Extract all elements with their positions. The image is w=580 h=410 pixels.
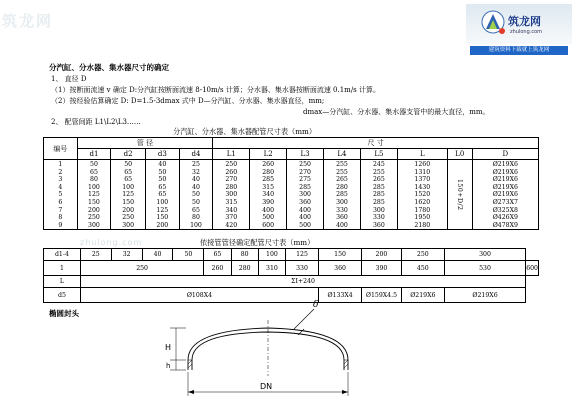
table1-col-d: D <box>472 149 538 160</box>
section-2-title: 2、 配管间距 L1\L2\L3…… <box>51 118 141 126</box>
table1-col-l2: L2 <box>250 149 287 160</box>
table2-r2-c9: 530 <box>444 261 525 276</box>
table1-cell-l4: 255 255 265 280 285 300 330 360 400 <box>324 160 361 230</box>
table1-header-pipe: 管 径 <box>77 138 213 149</box>
table2-r2-c1: 250 <box>80 261 203 276</box>
table1-col-l0: L0 <box>447 149 472 160</box>
table2-r2-c8: 450 <box>401 261 444 276</box>
section-1-line-3: dmax—分汽缸、分水器、集水器支管中的最大直径，mm。 <box>303 108 490 116</box>
table2-r1-c4: 50 <box>173 249 204 261</box>
table1-header-size: 尺 寸 <box>213 138 539 149</box>
table1-header-no: 编号 <box>44 138 78 160</box>
table1-cell-d2: 50 65 65 100 125 150 200 250 300 <box>111 160 146 230</box>
delta-label: δ <box>313 300 319 310</box>
table1-col-d3: d3 <box>146 149 180 160</box>
table2-r4-c5: Ø219X6 <box>444 288 525 303</box>
table2-r2-c10: 600 <box>526 261 539 276</box>
table2-caption: 依接管管径确定配管尺寸表（mm） <box>200 238 315 247</box>
section-heading: 分汽缸、分水器、集水器尺寸的确定 <box>49 63 169 72</box>
section-1-line-2: （2）按经验估算确定 D: D=1.5-3dmax 式中 D—分汽缸、分水器、集水器直径，mm; <box>51 97 325 105</box>
table1-col-l3: L3 <box>287 149 324 160</box>
height-label: H <box>165 343 172 352</box>
table2-r4-c3: Ø159X4.5 <box>362 288 402 303</box>
site-logo <box>466 4 572 56</box>
table1-cell-d: Ø219X6 Ø219X6 Ø219X6 Ø219X6 Ø219X6 Ø273X7 Ø325X8 Ø426X9 Ø478X9 <box>472 160 538 230</box>
table2-r1-c1: 25 <box>80 249 111 261</box>
table2-r3-c1: ΣI+240 <box>80 276 525 288</box>
table1-col-d1: d1 <box>77 149 111 160</box>
table2-r2-label: 1 <box>44 261 81 276</box>
section-3-title: 椭圆封头 <box>49 309 79 318</box>
table2-r4-c2: Ø133X4 <box>319 288 362 303</box>
logo-name: 筑龙网 <box>508 15 541 28</box>
table1-cell-l5: 245 255 265 285 285 285 300 330 360 <box>360 160 397 230</box>
elliptical-head-diagram <box>148 298 388 404</box>
table1-col-l4: L4 <box>324 149 361 160</box>
table2-r2-c7: 390 <box>362 261 402 276</box>
table2-r4-c1: Ø108X4 <box>80 288 318 303</box>
skirt-label: h <box>166 362 171 370</box>
table1-cell-d3: 40 50 50 65 65 100 125 150 200 <box>146 160 180 230</box>
table1-cell-l1: 250 260 270 280 300 315 340 370 420 <box>213 160 250 230</box>
section-1-line-1: （1）按断面流速 v 确定 D:分汽缸按断面流速 8-10m/s 计算；分水器、集水器按断面流速 0.1m/s 计算。 <box>51 86 380 94</box>
table1-col-l: L <box>397 149 447 160</box>
logo-url: zhulong.com <box>510 29 543 35</box>
table2-r2-c3: 280 <box>231 261 258 276</box>
table1-cell-l: 1260 1310 1370 1430 1520 1620 1780 1950 2180 <box>397 160 447 230</box>
table1-col-d4: d4 <box>179 149 213 160</box>
table1-cell-l2: 260 280 285 315 340 390 400 500 600 <box>250 160 287 230</box>
table1-col-d2: d2 <box>111 149 146 160</box>
table2-r2-c5: 330 <box>286 261 319 276</box>
table2-r1-c7: 100 <box>258 249 285 261</box>
table2-r3-label: L <box>44 276 81 288</box>
pipe-size-table <box>43 137 539 230</box>
table2-r1-c9: 150 <box>319 249 362 261</box>
table1-caption: 分汽缸、分水器、集水器配管尺寸表（mm） <box>173 127 317 136</box>
table2-r1-c10: 200 <box>362 249 402 261</box>
connection-size-table <box>43 248 539 303</box>
table2-r1-c2: 32 <box>111 249 142 261</box>
table2-r4-c4: Ø219X6 <box>401 288 444 303</box>
watermark-url: zhulong.com <box>80 238 143 247</box>
section-1-title: 1、 直径 D <box>51 75 87 83</box>
watermark-text: 筑龙网 <box>2 12 54 30</box>
table2-r1-c6: 80 <box>231 249 258 261</box>
table1-cell-d1: 50 65 80 100 125 150 200 250 300 <box>77 160 111 230</box>
table1-cell-l0: 150+D/2 <box>447 160 472 230</box>
table2-r2-c6: 360 <box>319 261 362 276</box>
table2-r4-label: d5 <box>44 288 81 303</box>
logo-emblem-icon <box>480 9 506 39</box>
table2-r1-c3: 40 <box>142 249 173 261</box>
table2-r1-c5: 65 <box>204 249 231 261</box>
table2-r1-c8: 125 <box>286 249 319 261</box>
table1-col-l1: L1 <box>213 149 250 160</box>
table1-cell-no: 1 2 3 4 5 6 7 8 9 <box>44 160 78 230</box>
table1-col-l5: L5 <box>360 149 397 160</box>
table2-r2-c4: 310 <box>258 261 285 276</box>
table1-cell-l3: 250 270 275 285 300 360 400 400 500 <box>287 160 324 230</box>
table1-cell-d4: 25 32 40 40 50 50 65 80 100 <box>179 160 213 230</box>
table2-r2-c2: 260 <box>204 261 231 276</box>
table2-r1-label: d1-4 <box>44 249 81 261</box>
logo-banner: 建筑资料下载就上筑龙网 <box>470 46 568 55</box>
table2-r1-c11: 250 <box>401 249 444 261</box>
table2-r1-c12: 300 <box>444 249 525 261</box>
dn-label: DN <box>260 382 273 391</box>
